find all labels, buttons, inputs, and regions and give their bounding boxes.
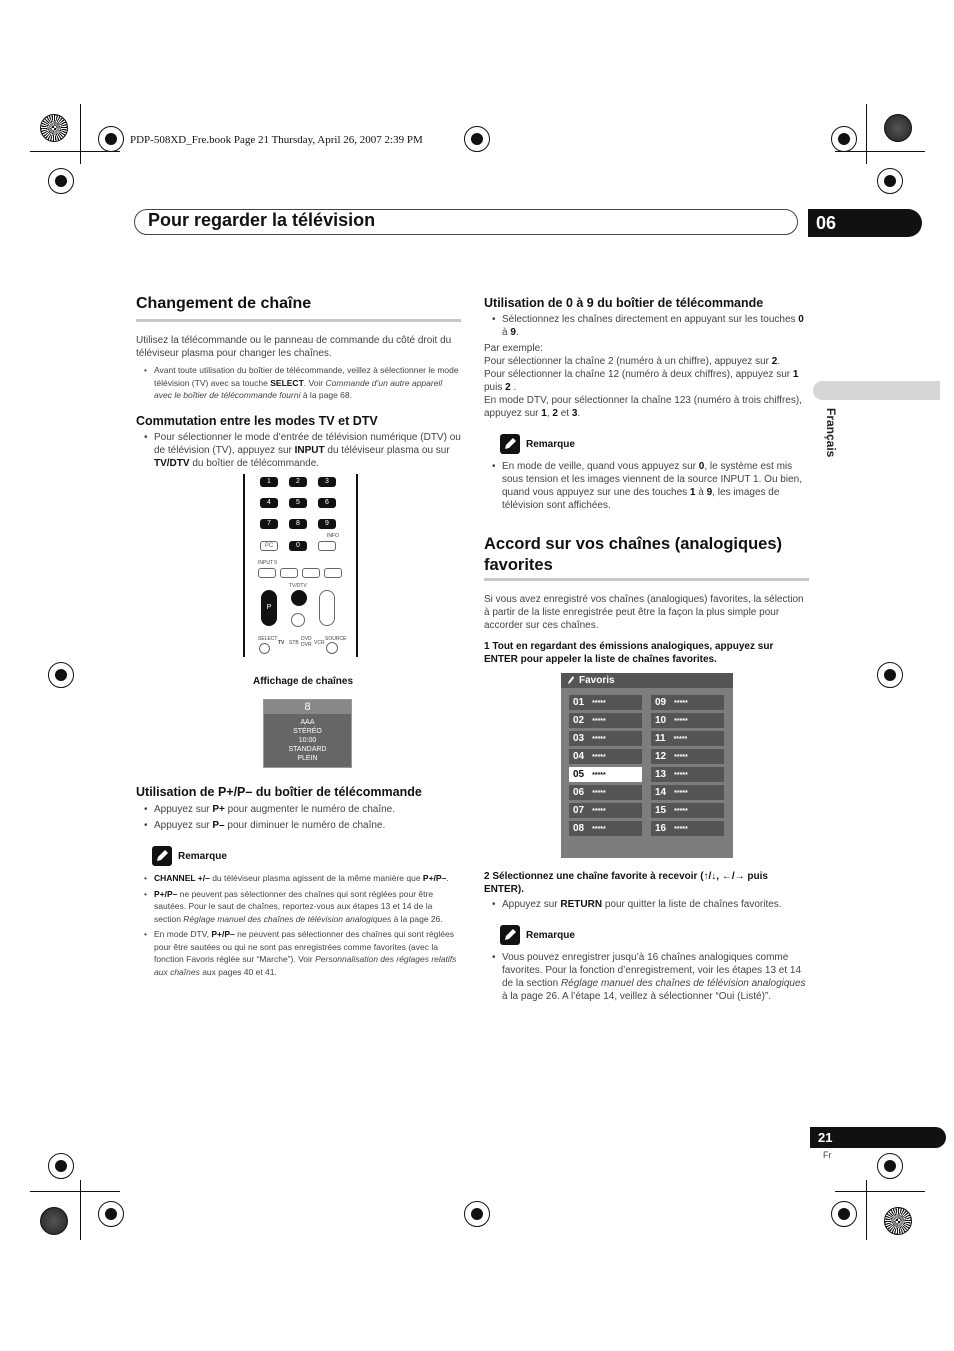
favorite-number: 08 [573,823,585,834]
page-language: Fr [823,1150,832,1160]
favorite-number: 11 [655,733,666,744]
favorite-number: 13 [655,769,667,780]
text: ne peuvent pas sélectionner des chaînes qui sont réglées pour être sautées ou qui ne sont pas enregistrées comme favorites (avec la fonction Favoris réglée sur “Marche”). Voir [154,929,454,964]
crop-line [866,104,867,164]
text: Appuyez sur [154,820,213,831]
page-title: Pour regarder la télévision [148,210,376,230]
favorite-number: 10 [655,715,667,726]
text: Sélectionnez les chaînes directement en appuyant sur les touches [502,314,799,325]
bullet-item [484,313,809,339]
tvdtv-button [291,590,307,606]
key-7: 7 [260,519,278,529]
note-item [136,928,461,978]
key-1: 1 [260,477,278,487]
registration-target-icon [877,662,903,688]
display-line: STANDARD [288,746,327,753]
text: 9 [510,327,516,338]
favorite-stars: ***** [592,808,606,815]
registration-target-icon [464,126,490,152]
step-1: 1 Tout en regardant des émissions analogiques, appuyez sur ENTER pour appeler la liste de chaînes favorites. [484,641,774,665]
text: Pour sélectionner la chaîne 2 (numéro à un chiffre), appuyez sur [484,356,772,367]
chapter-badge: 06 [808,209,922,237]
text: 0 [698,461,705,472]
text: Commande d’un autre appareil avec le boîtier de télécommande fourni [154,377,443,400]
key-screen [280,568,298,578]
favorite-number: 03 [573,733,585,744]
text: . [515,327,519,338]
favorites-title: Favoris [579,675,615,686]
input-label: INPUT 5 [258,560,278,566]
text: et [557,408,572,419]
text: 2 [771,356,778,367]
favorite-stars: ***** [592,700,606,707]
bullet-item [484,898,809,911]
favorite-stars: ***** [592,790,606,797]
crop-line [30,151,120,152]
text: du téléviseur plasma agissent de la même manière que [209,873,423,883]
bullet-item [136,364,461,402]
example-text [484,394,809,420]
channel-display [263,699,352,768]
favorite-stars: ***** [592,772,606,779]
text: à la page 26. A l’étape 14, veillez à sélectionner “Oui (Listé)”. [502,991,772,1002]
text: TV/DTV [154,457,190,469]
favorite-number: 15 [655,805,667,816]
info-label: INFO [327,533,339,539]
step-2: 2 Sélectionnez une chaîne favorite à recevoir (↑/↓, ←/→ puis ENTER). [484,871,768,895]
favorite-stars: ***** [592,754,606,761]
tvdtv-label: TV/DTV [289,583,307,589]
registration-target-icon [877,1153,903,1179]
registration-target-icon [831,126,857,152]
note-header [152,846,461,866]
channel-display-caption: Affichage de chaînes [253,676,354,687]
favorite-item[interactable] [651,731,724,746]
bullet-item [136,431,461,470]
key-0: 0 [289,541,307,551]
favorite-stars: ***** [592,718,606,725]
crop-line [80,104,81,164]
example-text [484,368,809,394]
note-item [136,888,461,926]
key-info [318,541,336,551]
favorite-item[interactable] [651,767,724,782]
favorite-stars: ***** [674,808,688,815]
volume-rocker [319,590,335,626]
key-3: 3 [318,477,336,487]
page-number: 21 [810,1127,946,1148]
crop-line [835,1191,925,1192]
favorite-item[interactable] [569,803,642,818]
language-tab [813,381,940,400]
text: Réglage manuel des chaînes de télévision analogiques [183,913,392,924]
key-9: 9 [318,519,336,529]
subheading: Utilisation de 0 à 9 du boîtier de télécommande [484,296,764,310]
text: , le système est mis sous tension et les images viennent de la source INPUT 1. Ou bien, quand vous appuyez sur une des touches [502,461,802,498]
text: . [777,356,781,367]
text: P– [212,820,225,831]
text: 2 [505,382,511,393]
favorite-item[interactable] [651,749,724,764]
text: Avant toute utilisation du boîtier de télécommande, veillez à sélectionner le mode télévision (TV) avec sa touche [154,365,459,388]
text: Pour sélectionner la chaîne 12 (numéro à deux chiffres), appuyez sur [484,369,793,380]
favorite-stars: ***** [674,718,688,725]
pencil-icon [500,925,520,945]
text: Appuyez sur [502,899,561,910]
intro-text: Utilisez la télécommande ou le panneau de commande du côté droit du téléviseur plasma pour changer les chaînes. [136,335,452,359]
crop-line [866,1180,867,1240]
text: 3 [571,408,578,419]
key-4: 4 [260,498,278,508]
tv-label: TV [278,640,285,646]
mute-button [291,613,305,627]
text: Réglage manuel des chaînes de télévision analogiques [560,978,806,989]
language-label [820,408,840,488]
favorite-stars: ***** [592,826,606,833]
text: . [577,408,581,419]
vcr-label: VCR [314,640,325,646]
text: Appuyez sur [154,804,213,815]
print-info: PDP-508XD_Fre.book Page 21 Thursday, April 26, 2007 2:39 PM [130,134,423,146]
text: pour diminuer le numéro de chaîne. [224,820,386,831]
text: En mode de veille, quand vous appuyez sur [502,461,699,472]
pencil-icon [152,846,172,866]
display-line: 10:00 [298,737,317,744]
right-column [484,296,809,666]
text: P+/P– [422,873,447,883]
favorite-item[interactable] [651,785,724,800]
favorite-stars: ***** [674,700,688,707]
favorite-number: 09 [655,697,667,708]
favorite-number: 06 [573,787,585,798]
text: puis [484,382,506,393]
favorite-item[interactable] [569,785,642,800]
text: à la page 68. [300,390,352,400]
registration-burst-icon [40,1207,68,1235]
registration-burst-icon [884,1207,912,1235]
dvd-label: DVD DVR [301,636,312,648]
pencil-icon [500,434,520,454]
right-column-lower [484,870,809,1003]
favorite-item[interactable] [651,695,724,710]
text: 2 [552,408,558,419]
text: à [695,487,707,498]
text: 9 [706,487,713,498]
note-item [136,872,461,885]
select-button [259,643,270,654]
text: pour quitter la liste de chaînes favorites. [602,899,782,910]
key-sub [302,568,320,578]
power-icon [326,642,338,654]
note-header [500,925,809,945]
text: INPUT [294,444,325,456]
favorite-number: 01 [573,697,585,708]
text: En mode DTV, pour sélectionner la chaîne 123 (numéro à trois chiffres), appuyez sur [484,395,802,419]
text: RETURN [560,899,603,910]
example-text: Par exemple: [484,343,543,354]
subheading: Commutation entre les modes TV et DTV [136,413,378,428]
favorite-number: 05 [573,769,585,780]
favorite-item[interactable] [569,749,642,764]
favorite-stars: ***** [674,772,688,779]
favorite-item[interactable] [651,803,724,818]
favorite-item[interactable] [569,713,642,728]
text: Pour sélectionner le mode d’entrée de télévision numérique (DTV) ou de télévision (TV), appuyez sur [154,431,461,456]
key-pc: PC [260,541,278,551]
text: P+/P– [211,929,235,939]
favorite-number: 16 [655,823,667,834]
display-line: AAA [300,719,315,726]
p-rocker: P [261,590,277,626]
favorite-stars: ***** [673,736,688,743]
key-mode [324,568,342,578]
note-item [484,460,809,512]
favorite-stars: ***** [592,736,606,743]
favorite-stars: ***** [674,826,688,833]
text: CHANNEL +/– [154,873,210,883]
text: , [546,408,553,419]
text: aux pages 40 et 41. [199,966,277,977]
key-2: 2 [289,477,307,487]
remote-illustration [243,474,358,657]
favorites-header [561,673,733,688]
note-item [484,951,809,1003]
key-8: 8 [289,519,307,529]
key-6: 6 [318,498,336,508]
key-5: 5 [289,498,307,508]
section-rule [484,578,809,581]
text: SELECT [270,377,304,388]
stb-label: STB [289,640,299,646]
registration-burst-icon [884,114,912,142]
favorite-item[interactable] [569,767,642,782]
text: du boîtier de télécommande. [189,457,320,469]
text: P+/P– [154,888,178,899]
pencil-icon [567,675,575,685]
text: . [446,873,449,883]
text: ne peuvent pas sélectionner des chaînes qui sont réglées pour être sautées. Pour le saut de chaînes, reportez-vous aux étapes 13 et 14 de la section [154,888,434,924]
text: Personnalisation des réglages relatifs aux chaînes [154,954,457,977]
registration-target-icon [98,1201,124,1227]
text: pour augmenter le numéro de chaîne. [224,804,395,815]
favorite-stars: ***** [674,790,688,797]
registration-burst-icon [40,114,68,142]
favorite-number: 02 [573,715,585,726]
text: P+ [212,804,225,815]
favorite-number: 12 [655,751,667,762]
text: 1 [792,369,799,380]
registration-target-icon [877,168,903,194]
favorite-number: 07 [573,805,585,816]
note-header [500,434,809,454]
favorite-number: 14 [655,787,667,798]
crop-line [835,151,925,152]
bullet-item [136,819,461,832]
favorite-item[interactable] [651,713,724,728]
bullet-item [136,803,461,816]
source-label: SOURCE [325,636,347,642]
section-heading: Accord sur vos chaînes (analogiques) favorites [484,535,782,574]
section-rule [136,319,461,322]
subheading: Utilisation de P+/P– du boîtier de télécommande [136,785,422,799]
channel-number: 8 [264,700,351,714]
display-line: PLEIN [297,755,318,762]
text: 1 [689,487,696,498]
text: Vous pouvez enregistrer jusqu’à 16 chaînes analogiques comme favorites. Pour la fonction d’enregistrement, voir les étapes 13 et 14 de la section [502,952,802,989]
left-column [136,295,461,470]
intro-text: Si vous avez enregistré vos chaînes (analogiques) favorites, la sélection à partir de la liste enregistrée peut être la façon la plus simple pour accorder sur ces chaînes. [484,594,804,631]
example-text [484,355,809,368]
favorite-number: 04 [573,751,585,762]
text: En mode DTV, [154,929,212,939]
favorite-item[interactable] [651,821,724,836]
favorite-item[interactable] [569,731,642,746]
text: à [502,327,511,338]
registration-target-icon [831,1201,857,1227]
text: à la page 26. [391,913,443,924]
crop-line [80,1180,81,1240]
registration-target-icon [48,168,74,194]
favorites-panel [561,673,733,858]
registration-target-icon [98,126,124,152]
favorite-item[interactable] [569,695,642,710]
note-label: Remarque [526,929,575,941]
text: . [510,382,517,393]
left-column-lower [136,785,461,978]
crop-line [30,1191,120,1192]
note-label: Remarque [526,438,575,450]
language-text: Français [824,408,838,458]
text: du téléviseur plasma ou sur [324,444,450,456]
text: 0 [798,314,804,325]
text: 1 [541,408,547,419]
note-label: Remarque [178,850,227,862]
favorite-item[interactable] [569,821,642,836]
key-input5 [258,568,276,578]
favorite-stars: ***** [674,754,688,761]
text: . Voir [303,377,326,388]
text: , les images de télévision sont affichées. [502,487,780,511]
select-label: SELECT [258,636,278,642]
registration-target-icon [464,1201,490,1227]
section-heading: Changement de chaîne [136,295,312,312]
registration-target-icon [48,1153,74,1179]
display-line: STÉRÉO [293,728,322,735]
registration-target-icon [48,662,74,688]
